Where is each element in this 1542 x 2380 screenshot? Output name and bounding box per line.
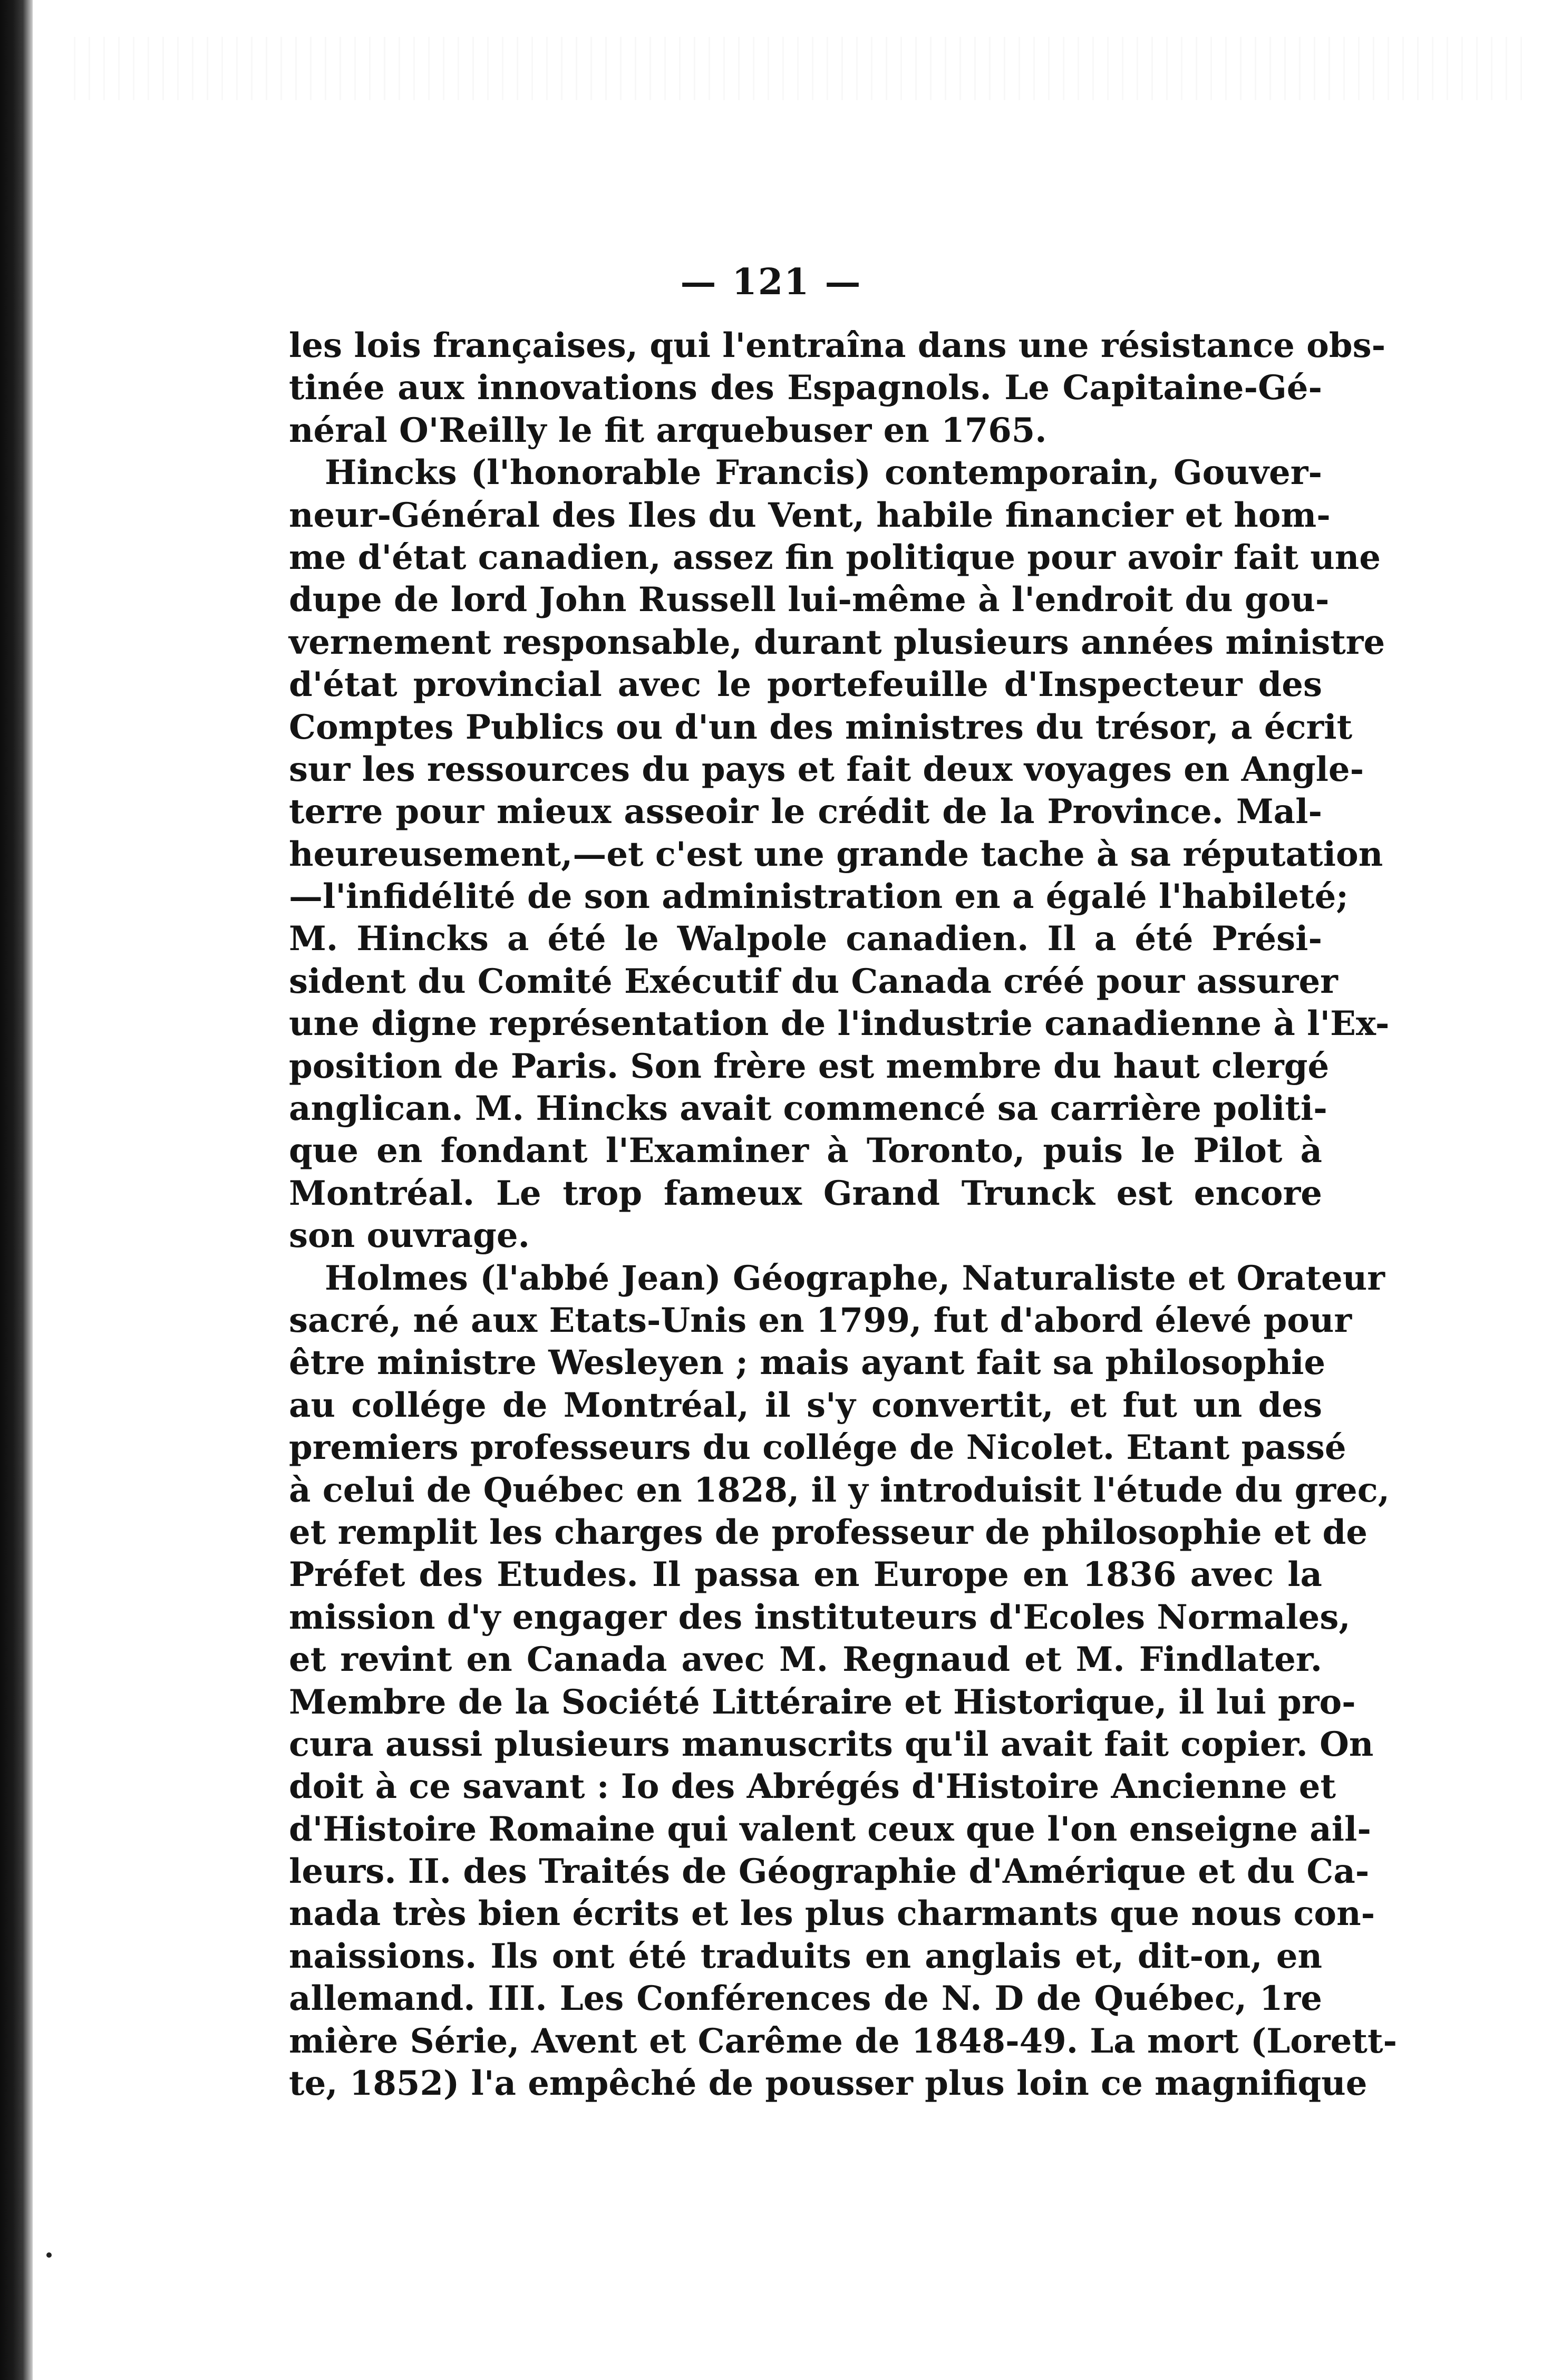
text-line: néral O'Reilly le fit arquebuser en 1765.	[289, 410, 1047, 450]
text-line: d'Histoire Romaine qui valent ceux que l'on enseigne ail-	[289, 1809, 1371, 1849]
text-line: sident du Comité Exécutif du Canada créé pour assurer	[289, 961, 1338, 1001]
text-line: Comptes Publics ou d'un des ministres du trésor, a écrit	[289, 707, 1353, 747]
text-line: mission d'y engager des instituteurs d'Ecoles Normales,	[289, 1597, 1351, 1637]
scan-noise	[74, 37, 1529, 100]
text-line: mière Série, Avent et Carême de 1848-49. La mort (Lorett-	[289, 2021, 1398, 2061]
text-line: dupe de lord John Russell lui-même à l'endroit du gou-	[289, 580, 1330, 620]
text-line: vernement responsable, durant plusieurs années ministre	[289, 622, 1385, 662]
text-line: terre pour mieux asseoir le crédit de la Province. Mal-	[289, 792, 1322, 832]
text-line: et remplit les charges de professeur de philosophie et de	[289, 1512, 1368, 1552]
text-line: les lois françaises, qui l'entraîna dans une résistance obs-	[289, 326, 1386, 365]
scan-speck	[46, 2252, 52, 2258]
text-line: me d'état canadien, assez fin politique pour avoir fait une	[289, 537, 1381, 577]
text-line: une digne représentation de l'industrie canadienne à l'Ex-	[289, 1004, 1390, 1044]
text-line: Préfet des Etudes. Il passa en Europe en 1836 avec la	[289, 1555, 1322, 1595]
entry-holmes-start: Holmes (l'abbé Jean) Géographe, Naturaliste et Orateur	[325, 1258, 1385, 1298]
text-line: être ministre Wesleyen ; mais ayant fait sa philosophie	[289, 1343, 1326, 1383]
text-line: Montréal. Le trop fameux Grand Trunck est encore	[289, 1173, 1322, 1213]
text-line: d'état provincial avec le portefeuille d'Inspecteur des	[289, 665, 1322, 705]
page-number-dash-right: —	[825, 261, 862, 303]
text-line: allemand. III. Les Conférences de N. D de Québec, 1re	[289, 1979, 1322, 2019]
text-line: nada très bien écrits et les plus charmants que nous con-	[289, 1894, 1375, 1934]
entry-hincks-start: Hincks (l'honorable Francis) contemporain, Gouver-	[325, 453, 1322, 493]
text-line: naissions. Ils ont été traduits en anglais et, dit-on, en	[289, 1936, 1322, 1976]
text-line: leurs. II. des Traités de Géographie d'Amérique et du Ca-	[289, 1852, 1370, 1892]
text-line: tinée aux innovations des Espagnols. Le Capitaine-Gé-	[289, 368, 1322, 408]
text-line: heureusement,—et c'est une grande tache à sa réputation	[289, 834, 1383, 874]
page-number	[0, 261, 1542, 303]
text-line: sur les ressources du pays et fait deux voyages en Angle-	[289, 749, 1364, 789]
text-line: anglican. M. Hincks avait commencé sa carrière politi-	[289, 1089, 1327, 1129]
text-line: à celui de Québec en 1828, il y introduisit l'étude du grec,	[289, 1470, 1390, 1510]
text-line: doit à ce savant : Io des Abrégés d'Histoire Ancienne et	[289, 1767, 1336, 1807]
text-line: te, 1852) l'a empêché de pousser plus loin ce magnifique	[289, 2064, 1368, 2104]
text-line: Membre de la Société Littéraire et Historique, il lui pro-	[289, 1682, 1356, 1722]
text-line: sacré, né aux Etats-Unis en 1799, fut d'abord élevé pour	[289, 1300, 1352, 1340]
scan-binding-edge	[0, 0, 33, 2380]
body-text	[289, 325, 1398, 2105]
text-line: son ouvrage.	[289, 1216, 530, 1256]
text-line: M. Hincks a été le Walpole canadien. Il a été Prési-	[289, 919, 1322, 959]
text-line: neur-Général des Iles du Vent, habile financier et hom-	[289, 495, 1331, 535]
text-line: et revint en Canada avec M. Regnaud et M. Findlater.	[289, 1640, 1322, 1680]
text-line: que en fondant l'Examiner à Toronto, puis le Pilot à	[289, 1131, 1322, 1171]
text-line: position de Paris. Son frère est membre du haut clergé	[289, 1046, 1330, 1086]
text-line: premiers professeurs du collége de Nicolet. Etant passé	[289, 1428, 1346, 1468]
text-line: au collége de Montréal, il s'y convertit, et fut un des	[289, 1385, 1322, 1425]
text-line: —l'infidélité de son administration en a égalé l'habileté;	[289, 877, 1349, 917]
page-number-dash-left: —	[680, 261, 717, 303]
page-number-value: 121	[732, 261, 810, 303]
text-line: cura aussi plusieurs manuscrits qu'il avait fait copier. On	[289, 1724, 1374, 1764]
